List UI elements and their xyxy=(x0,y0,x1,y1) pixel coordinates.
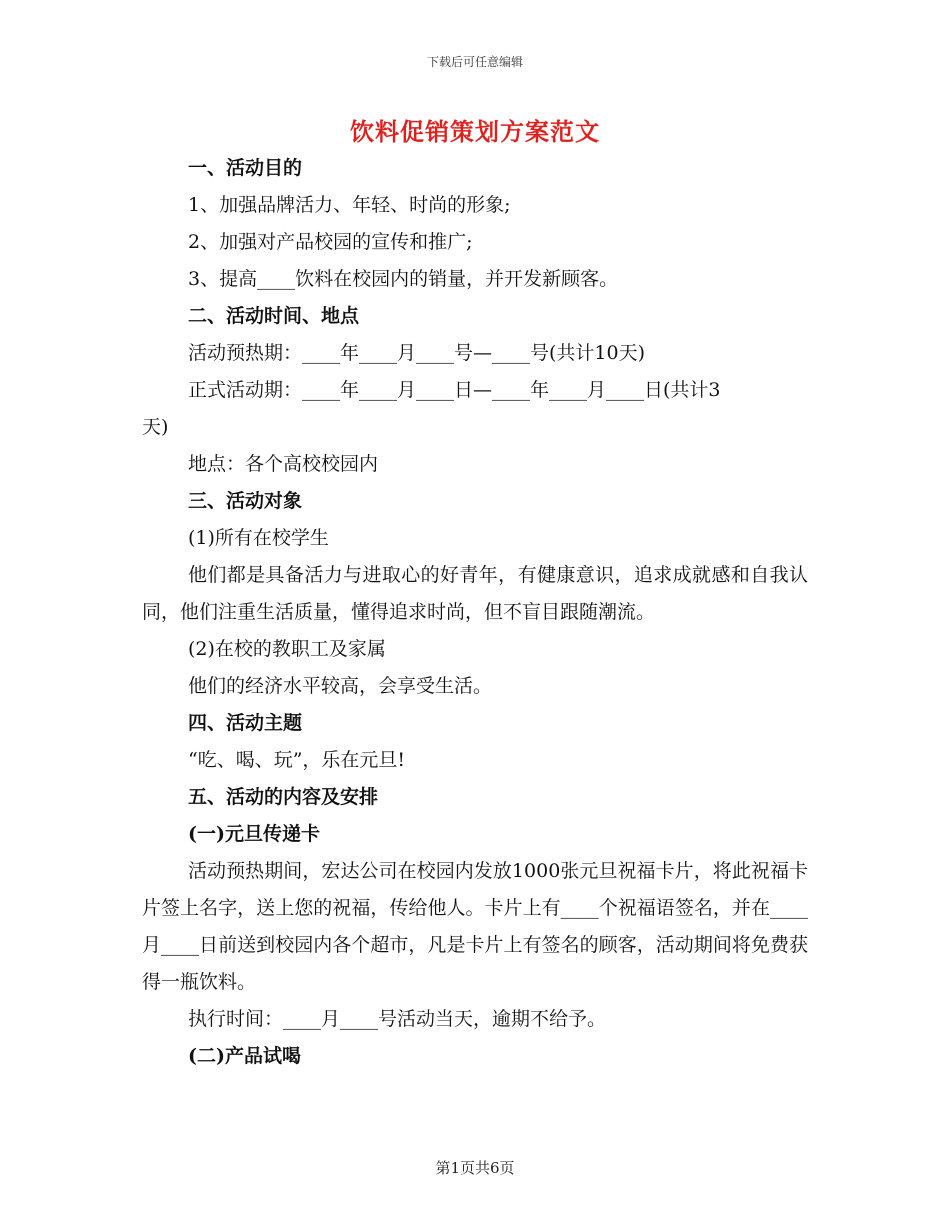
target-group-2-description: 他们的经济水平较高，会享受生活。 xyxy=(188,675,493,697)
goal-item-1: 1、加强品牌活力、年轻、时尚的形象; xyxy=(188,194,511,216)
document-title: 饮料促销策划方案范文 xyxy=(350,117,600,146)
warmup-period: 活动预热期：____年____月____号—____号(共计10天) xyxy=(188,342,646,364)
subsection-1-execution-time: 执行时间：____月____号活动当天，逾期不给予。 xyxy=(188,1008,607,1030)
goal-item-3: 3、提高____饮料在校园内的销量，并开发新顾客。 xyxy=(188,268,619,290)
document-body xyxy=(142,150,808,1075)
page-number: 第1页共6页 xyxy=(435,1159,515,1177)
target-group-1-label: (1)所有在校学生 xyxy=(188,527,329,549)
event-theme: “吃、喝、玩”，乐在元旦! xyxy=(188,749,406,771)
section-3-heading: 三、活动对象 xyxy=(188,490,303,512)
formal-period-line-1: 正式活动期：____年____月____日—____年____月____日(共计3 xyxy=(188,379,721,401)
formal-period-line-2: 天) xyxy=(142,416,169,438)
section-5-heading: 五、活动的内容及安排 xyxy=(188,786,379,808)
subsection-2-heading: (二)产品试喝 xyxy=(188,1045,301,1067)
goal-item-2: 2、加强对产品校园的宣传和推广; xyxy=(188,231,473,253)
target-group-2-label: (2)在校的教职工及家属 xyxy=(188,638,386,660)
subsection-1-heading: (一)元旦传递卡 xyxy=(188,823,320,845)
event-place: 地点：各个高校校园内 xyxy=(188,453,379,475)
header-note: 下载后可任意编辑 xyxy=(426,55,523,69)
section-4-heading: 四、活动主题 xyxy=(188,712,303,734)
target-group-1-description: 他们都是具备活力与进取心的好青年，有健康意识，追求成就感和自我认同，他们注重生活质量，懂得追求时尚，但不盲目跟随潮流。 xyxy=(142,564,808,623)
section-1-heading: 一、活动目的 xyxy=(188,157,303,179)
subsection-1-description: 活动预热期间，宏达公司在校园内发放1000张元旦祝福卡片，将此祝福卡片签上名字，送上您的祝福，传给他人。卡片上有____个祝福语签名，并在____月____日前送到校园内各个超市，凡是卡片上有签名的顾客，活动期间将免费获得一瓶饮料。 xyxy=(142,860,808,993)
section-2-heading: 二、活动时间、地点 xyxy=(188,305,360,327)
